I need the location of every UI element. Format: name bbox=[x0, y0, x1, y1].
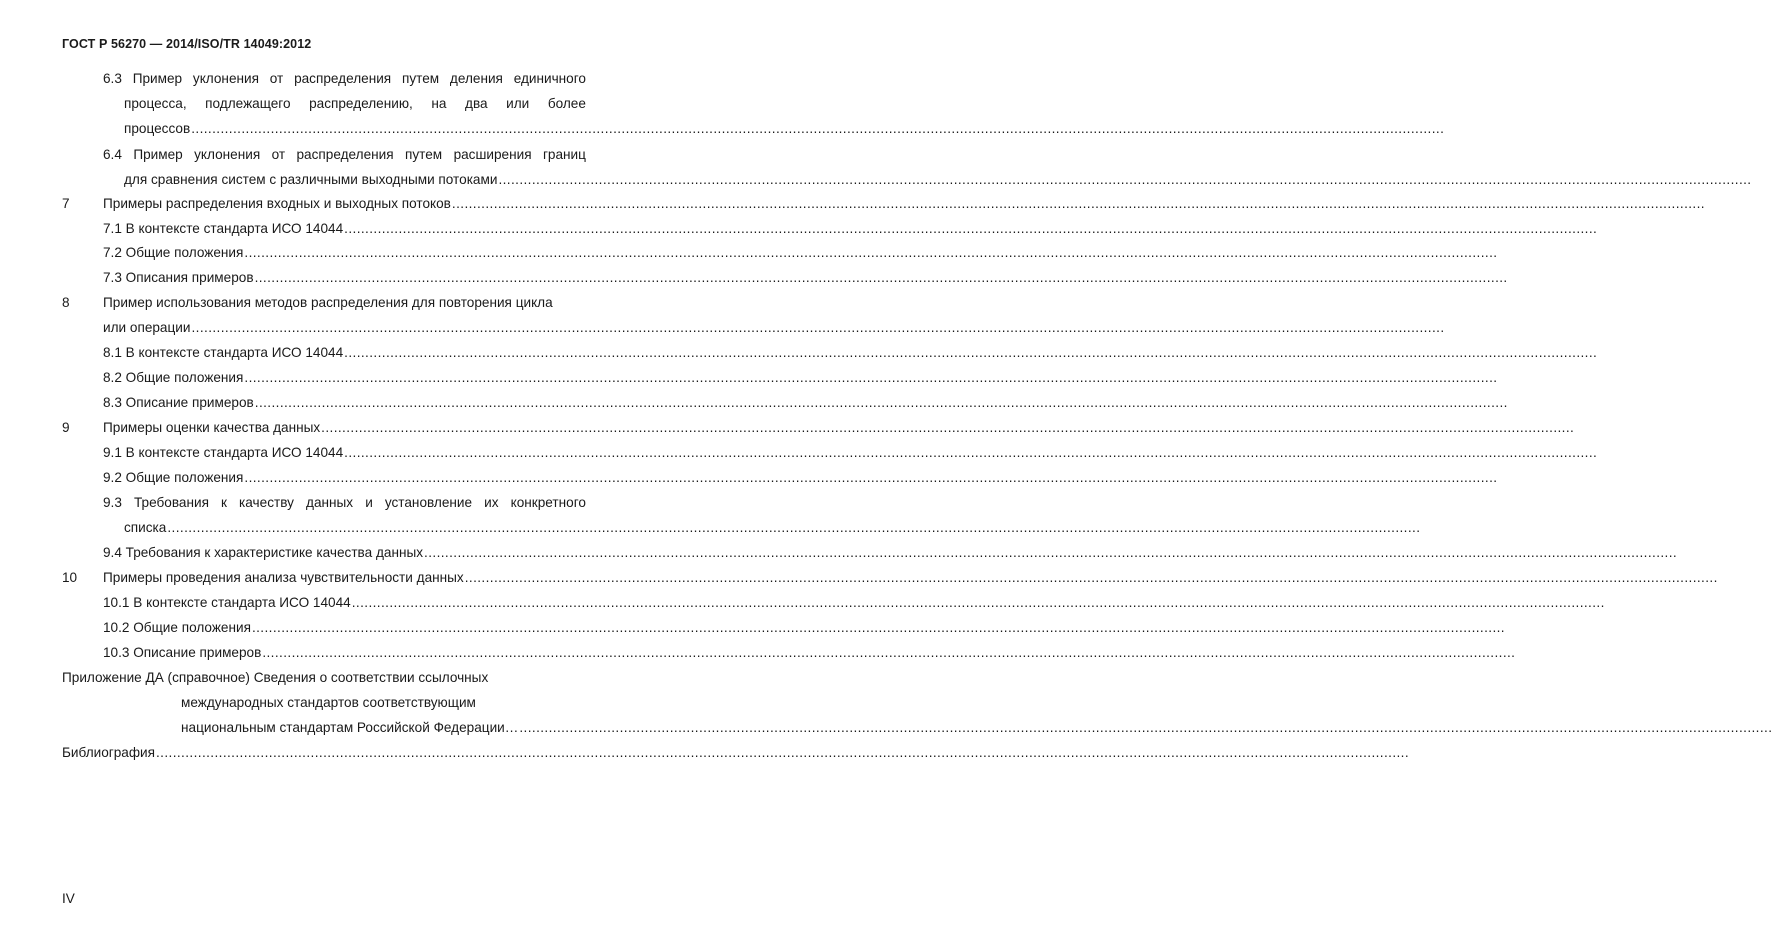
dot-leader: ............................................................................................................................................................................................................................................................................................................ bbox=[167, 520, 1421, 535]
toc-entry-6-4-line2[interactable]: для сравнения систем с различными выходными потоками ............................................................................................................................................................................................................................................................................................................ bbox=[124, 172, 1752, 187]
toc-entry-9-2[interactable]: 9.2 Общие положения ............................................................................................................................................................................................................................................................................................................ bbox=[103, 470, 1498, 485]
toc-entry-6-3-line3[interactable]: процессов ............................................................................................................................................................................................................................................................................................................ bbox=[124, 121, 1445, 136]
toc-section-number-8: 8 bbox=[62, 295, 70, 310]
document-header: ГОСТ Р 56270 — 2014/ISO/TR 14049:2012 bbox=[62, 37, 312, 51]
dot-leader: ............................................................................................................................................................................................................................................................................................................ bbox=[344, 345, 1598, 360]
toc-entry-8-2[interactable]: 8.2 Общие положения ............................................................................................................................................................................................................................................................................................................ bbox=[103, 370, 1498, 385]
dot-leader: ............................................................................................................................................................................................................................................................................................................ bbox=[519, 720, 1772, 735]
toc-entry-8-line2[interactable]: или операции ............................................................................................................................................................................................................................................................................................................ bbox=[103, 320, 1445, 335]
toc-entry-7[interactable]: Примеры распределения входных и выходных потоков ............................................................................................................................................................................................................................................................................................................ bbox=[103, 196, 1705, 211]
toc-entry-10-3[interactable]: 10.3 Описание примеров ............................................................................................................................................................................................................................................................................................................ bbox=[103, 645, 1516, 660]
dot-leader: ............................................................................................................................................................................................................................................................................................................ bbox=[321, 420, 1575, 435]
dot-leader: ............................................................................................................................................................................................................................................................................................................ bbox=[254, 270, 1508, 285]
dot-leader: ............................................................................................................................................................................................................................................................................................................ bbox=[244, 370, 1498, 385]
dot-leader: ............................................................................................................................................................................................................................................................................................................ bbox=[262, 645, 1516, 660]
toc-section-number-7: 7 bbox=[62, 196, 70, 211]
toc-entry-8-1[interactable]: 8.1 В контексте стандарта ИСО 14044 ............................................................................................................................................................................................................................................................................................................ bbox=[103, 345, 1598, 360]
dot-leader: ............................................................................................................................................................................................................................................................................................................ bbox=[424, 545, 1678, 560]
dot-leader: ............................................................................................................................................................................................................................................................................................................ bbox=[344, 221, 1598, 236]
toc-appendix-line2[interactable]: международных стандартов соответствующим bbox=[181, 695, 476, 710]
toc-entry-7-3[interactable]: 7.3 Описания примеров ............................................................................................................................................................................................................................................................................................................ bbox=[103, 270, 1508, 285]
toc-entry-9[interactable]: Примеры оценки качества данных ............................................................................................................................................................................................................................................................................................................ bbox=[103, 420, 1575, 435]
toc-entry-10-2[interactable]: 10.2 Общие положения ............................................................................................................................................................................................................................................................................................................ bbox=[103, 620, 1505, 635]
toc-entry-6-4-line1[interactable]: 6.4 Пример уклонения от распределения путем расширения границ bbox=[103, 147, 586, 162]
toc-entry-6-3-line2[interactable]: процесса, подлежащего распределению, на два или более bbox=[124, 96, 586, 111]
dot-leader: ............................................................................................................................................................................................................................................................................................................ bbox=[464, 570, 1718, 585]
toc-entry-8-line1[interactable]: Пример использования методов распределения для повторения цикла bbox=[103, 295, 553, 310]
toc-entry-10[interactable]: Примеры проведения анализа чувствительности данных ............................................................................................................................................................................................................................................................................................................ bbox=[103, 570, 1718, 585]
toc-entry-6-3-line1[interactable]: 6.3 Пример уклонения от распределения путем деления единичного bbox=[103, 71, 586, 86]
toc-bibliography[interactable]: Библиография ............................................................................................................................................................................................................................................................................................................ bbox=[62, 745, 1410, 760]
dot-leader: ............................................................................................................................................................................................................................................................................................................ bbox=[254, 395, 1508, 410]
toc-entry-10-1[interactable]: 10.1 В контексте стандарта ИСО 14044 ............................................................................................................................................................................................................................................................................................................ bbox=[103, 595, 1605, 610]
dot-leader: ............................................................................................................................................................................................................................................................................................................ bbox=[156, 745, 1410, 760]
toc-entry-9-3-line2[interactable]: списка ............................................................................................................................................................................................................................................................................................................ bbox=[124, 520, 1421, 535]
dot-leader: ............................................................................................................................................................................................................................................................................................................ bbox=[191, 320, 1445, 335]
dot-leader: ............................................................................................................................................................................................................................................................................................................ bbox=[251, 620, 1505, 635]
toc-entry-8-3[interactable]: 8.3 Описание примеров ............................................................................................................................................................................................................................................................................................................ bbox=[103, 395, 1508, 410]
toc-section-number-9: 9 bbox=[62, 420, 70, 435]
toc-entry-9-1[interactable]: 9.1 В контексте стандарта ИСО 14044 ............................................................................................................................................................................................................................................................................................................ bbox=[103, 445, 1598, 460]
dot-leader: ............................................................................................................................................................................................................................................................................................................ bbox=[191, 121, 1445, 136]
toc-entry-7-1[interactable]: 7.1 В контексте стандарта ИСО 14044 ............................................................................................................................................................................................................................................................................................................ bbox=[103, 221, 1598, 236]
dot-leader: ............................................................................................................................................................................................................................................................................................................ bbox=[244, 470, 1498, 485]
toc-appendix-line3[interactable]: национальным стандартам Российской Федерации… ............................................................................................................................................................................................................................................................................................................ bbox=[181, 720, 1772, 735]
dot-leader: ............................................................................................................................................................................................................................................................................................................ bbox=[244, 245, 1498, 260]
page-number: IV bbox=[62, 891, 75, 906]
toc-entry-9-4[interactable]: 9.4 Требования к характеристике качества данных ............................................................................................................................................................................................................................................................................................................ bbox=[103, 545, 1678, 560]
toc-entry-7-2[interactable]: 7.2 Общие положения ............................................................................................................................................................................................................................................................................................................ bbox=[103, 245, 1498, 260]
toc-appendix-line1[interactable]: Приложение ДА (справочное) Сведения о соответствии ссылочных bbox=[62, 670, 489, 685]
toc-section-number-10: 10 bbox=[62, 570, 78, 585]
dot-leader: ............................................................................................................................................................................................................................................................................................................ bbox=[451, 196, 1705, 211]
dot-leader: ............................................................................................................................................................................................................................................................................................................ bbox=[351, 595, 1605, 610]
dot-leader: ............................................................................................................................................................................................................................................................................................................ bbox=[344, 445, 1598, 460]
toc-entry-9-3-line1[interactable]: 9.3 Требования к качеству данных и установление их конкретного bbox=[103, 495, 586, 510]
dot-leader: ............................................................................................................................................................................................................................................................................................................ bbox=[498, 172, 1752, 187]
